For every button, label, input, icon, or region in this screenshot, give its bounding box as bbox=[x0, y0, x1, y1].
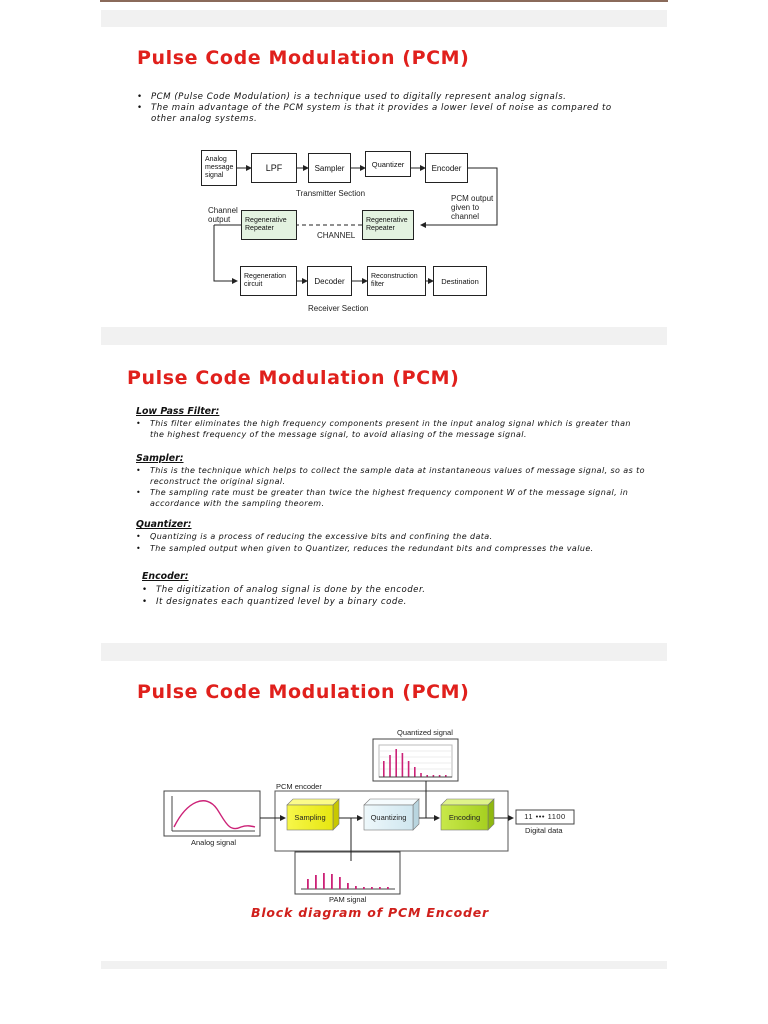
encoding-label: Encoding bbox=[448, 813, 481, 822]
bullet: • The digitization of analog signal is done by the encoder. bbox=[142, 584, 642, 596]
slide-1-title: Pulse Code Modulation (PCM) bbox=[137, 47, 470, 69]
digital-bits: 11 ••• 1100 bbox=[524, 812, 566, 821]
quantizer-box: Quantizer bbox=[365, 151, 411, 177]
pam-pulse bbox=[347, 883, 349, 889]
encoder-box: Encoder bbox=[425, 153, 468, 183]
regenerative-repeater-left: Regenerative Repeater bbox=[241, 210, 297, 240]
quantized-pulse bbox=[408, 761, 410, 777]
bullet: • PCM (Pulse Code Modulation) is a technique used to digitally represent analog signals. bbox=[137, 92, 627, 103]
lpf-box: LPF bbox=[251, 153, 297, 183]
quantizing-label: Quantizing bbox=[370, 813, 407, 822]
pam-pulse bbox=[355, 886, 357, 889]
digital-data-label: Digital data bbox=[525, 826, 563, 835]
destination-box: Destination bbox=[433, 266, 487, 296]
quantized-pulse bbox=[420, 773, 422, 777]
channel-output-label: Channel output bbox=[208, 206, 238, 224]
regeneration-circuit-box: Regeneration circuit bbox=[240, 266, 297, 296]
section-heading-lpf: Low Pass Filter: bbox=[136, 406, 220, 417]
pam-pulse bbox=[379, 887, 381, 889]
section-heading-sampler: Sampler: bbox=[136, 453, 184, 464]
pam-pulse bbox=[331, 874, 333, 889]
sampler-bullets bbox=[136, 465, 646, 509]
bullet: • The main advantage of the PCM system is that it provides a lower level of noise as compared to other analog systems. bbox=[137, 103, 627, 125]
sampling-label: Sampling bbox=[294, 813, 326, 822]
transmitter-section-label: Transmitter Section bbox=[296, 189, 366, 198]
analog-message-box: Analog message signal bbox=[201, 150, 237, 186]
receiver-section-label: Receiver Section bbox=[308, 304, 369, 313]
decoder-box: Decoder bbox=[307, 266, 352, 296]
pam-pulse bbox=[339, 877, 341, 889]
bullet: • The sampling rate must be greater than twice the highest frequency component W of the message signal, in accordance with the sampling theorem. bbox=[136, 487, 646, 509]
regenerative-repeater-right: Regenerative Repeater bbox=[362, 210, 414, 240]
pam-pulse bbox=[387, 887, 389, 889]
pam-pulse bbox=[323, 873, 325, 889]
pam-pulse bbox=[307, 879, 309, 889]
slide-gap bbox=[101, 327, 667, 345]
slide-gap bbox=[101, 10, 667, 27]
quantized-signal-label: Quantized signal bbox=[397, 728, 453, 737]
bullet: • This filter eliminates the high frequency components present in the input analog signal which is greater than the highest frequency of the message signal, to avoid aliasing of the message signal. bbox=[136, 418, 636, 440]
slide-gap bbox=[101, 643, 667, 661]
lpf-bullets bbox=[136, 418, 636, 440]
encoder-bullets bbox=[142, 584, 642, 608]
slide-1 bbox=[101, 27, 667, 327]
pam-pulse bbox=[315, 875, 317, 889]
slide-gap bbox=[101, 961, 667, 969]
slide-2 bbox=[101, 345, 667, 643]
slide-3-title: Pulse Code Modulation (PCM) bbox=[137, 681, 470, 703]
reconstruction-filter-box: Reconstruction filter bbox=[367, 266, 426, 296]
analog-signal-label: Analog signal bbox=[191, 838, 237, 847]
quantizer-bullets bbox=[136, 531, 646, 554]
figure-caption: Block diagram of PCM Encoder bbox=[251, 905, 489, 920]
pcm-output-label: PCM output given to channel bbox=[451, 194, 494, 221]
bullet: • This is the technique which helps to collect the sample data at instantaneous values of message signal, so as to reconstruct the original signal. bbox=[136, 465, 646, 487]
quantized-pulse bbox=[389, 755, 391, 777]
pcm-encoder-label: PCM encoder bbox=[276, 782, 322, 791]
pam-pulse bbox=[363, 887, 365, 889]
bullet: • It designates each quantized level by a binary code. bbox=[142, 596, 642, 608]
bullet: • The sampled output when given to Quantizer, reduces the redundant bits and compresses the value. bbox=[136, 543, 646, 555]
slide-3 bbox=[101, 661, 667, 961]
bullet: • Quantizing is a process of reducing the excessive bits and confining the data. bbox=[136, 531, 646, 543]
pam-pulse bbox=[371, 887, 373, 889]
pam-signal-label: PAM signal bbox=[329, 895, 367, 904]
section-heading-quantizer: Quantizer: bbox=[136, 519, 192, 530]
top-divider bbox=[100, 0, 668, 2]
sampler-box: Sampler bbox=[308, 153, 351, 183]
quantized-pulse bbox=[402, 753, 404, 777]
channel-label: CHANNEL bbox=[317, 231, 356, 240]
section-heading-encoder: Encoder: bbox=[142, 571, 189, 582]
quantized-pulse bbox=[395, 749, 397, 777]
quantized-pulse bbox=[383, 761, 385, 777]
slide-2-title: Pulse Code Modulation (PCM) bbox=[127, 367, 460, 389]
quantized-pulse bbox=[414, 767, 416, 777]
